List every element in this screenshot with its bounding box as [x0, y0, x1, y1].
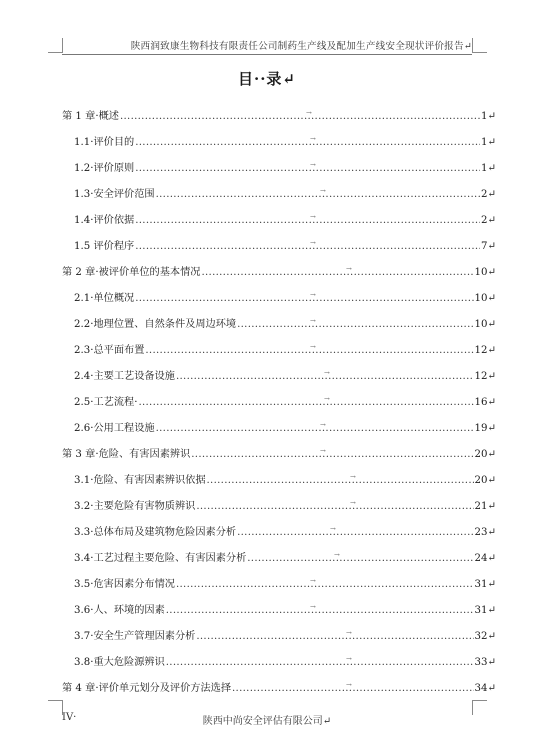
toc-entry[interactable]: [62, 312, 496, 338]
toc-entry-page-number: 31↵: [474, 605, 496, 616]
toc-entry[interactable]: [62, 442, 496, 468]
toc-entry-label: 1.4·评价依据: [74, 215, 135, 226]
toc-entry[interactable]: [62, 260, 496, 286]
dot-leader: [176, 572, 474, 598]
toc-entry[interactable]: [62, 156, 496, 182]
page-header: 陕西润致康生物科技有限责任公司制药生产线及配加生产线安全现状评价报告↵: [62, 38, 472, 55]
toc-entry-page-number: 2↵: [480, 189, 496, 200]
toc-entry-page-number: 12↵: [474, 371, 496, 382]
toc-entry-label: 2.1·单位概况: [74, 293, 135, 304]
toc-entry-page-number: 2↵: [480, 215, 496, 226]
toc-entry-page-number: 10↵: [474, 319, 496, 330]
toc-title: 目··录↵: [237, 70, 296, 88]
toc-entry-page-number: 31↵: [474, 579, 496, 590]
toc-entry-label: 第 4 章·评价单元划分及评价方法选择: [62, 683, 232, 694]
toc-entry[interactable]: [62, 286, 496, 312]
toc-entry[interactable]: [62, 338, 496, 364]
toc-entry[interactable]: [62, 546, 496, 572]
tab-mark-icon: →: [310, 239, 316, 247]
tab-mark-icon: →: [350, 499, 356, 507]
tab-mark-icon: →: [324, 369, 330, 377]
toc-entry-label: 3.2·主要危险有害物质辨识: [74, 501, 196, 512]
toc-entry-label: 1.5 评价程序: [74, 241, 135, 252]
tab-mark-icon: →: [310, 161, 316, 169]
tab-mark-icon: →: [334, 551, 340, 559]
toc-entry-label: 1.3·安全评价范围: [74, 189, 155, 200]
toc-entry[interactable]: [62, 364, 496, 390]
tab-mark-icon: →: [346, 265, 352, 273]
toc-entry[interactable]: [62, 520, 496, 546]
dot-leader: [135, 130, 480, 156]
toc-entry[interactable]: [62, 598, 496, 624]
tab-mark-icon: →: [324, 395, 330, 403]
toc-entry-page-number: 19↵: [474, 423, 496, 434]
tab-mark-icon: →: [310, 135, 316, 143]
footer-organization: 陕西中尚安全评估有限公司↵: [202, 716, 332, 727]
dot-leader: [207, 468, 474, 494]
dot-leader: [191, 442, 473, 468]
toc-entry[interactable]: [62, 130, 496, 156]
dot-leader: [138, 390, 473, 416]
toc-entry[interactable]: [62, 416, 496, 442]
toc-entry-page-number: 34↵: [474, 683, 496, 694]
toc-entry-label: 3.8·重大危险源辨识: [74, 657, 165, 668]
toc-entry-page-number: 23↵: [474, 527, 496, 538]
toc-entry-label: 2.5·工艺流程·: [74, 397, 138, 408]
toc-entry-page-number: 33↵: [474, 657, 496, 668]
dot-leader: [196, 624, 473, 650]
toc-entry-page-number: 24↵: [474, 553, 496, 564]
tab-mark-icon: →: [330, 525, 336, 533]
toc-entry-page-number: 32↵: [474, 631, 496, 642]
footer-page-number: IV·: [62, 712, 77, 723]
tab-mark-icon: →: [346, 655, 352, 663]
dot-leader: [135, 156, 480, 182]
tab-mark-icon: →: [310, 343, 316, 351]
toc-entry-page-number: 21↵: [474, 501, 496, 512]
toc-entry[interactable]: [62, 624, 496, 650]
tab-mark-icon: →: [346, 629, 352, 637]
tab-mark-icon: →: [310, 291, 316, 299]
dot-leader: [201, 260, 473, 286]
toc-entry-label: 3.7·安全生产管理因素分析: [74, 631, 196, 642]
toc-entry-label: 3.4·工艺过程主要危险、有害因素分析: [74, 553, 247, 564]
tab-mark-icon: →: [310, 213, 316, 221]
toc-entry[interactable]: [62, 676, 496, 702]
toc-entry-label: 3.5·危害因素分布情况: [74, 579, 175, 590]
toc-entry-page-number: 20↵: [474, 475, 496, 486]
toc-entry-label: 1.1·评价目的: [74, 137, 135, 148]
toc-entry-label: 2.3·总平面布置: [74, 345, 145, 356]
dot-leader: [166, 650, 474, 676]
toc-entry[interactable]: [62, 468, 496, 494]
toc-entry-page-number: 10↵: [474, 267, 496, 278]
toc-entry[interactable]: [62, 390, 496, 416]
dot-leader: [237, 520, 473, 546]
toc-entry-label: 3.6·人、环境的因素: [74, 605, 165, 616]
toc-entry-label: 2.2·地理位置、自然条件及周边环境: [74, 319, 237, 330]
tab-mark-icon: →: [310, 317, 316, 325]
toc-entry-page-number: 10↵: [474, 293, 496, 304]
toc-entry-label: 第 3 章·危险、有害因素辨识: [62, 449, 191, 460]
toc-entry-label: 第 2 章·被评价单位的基本情况: [62, 267, 201, 278]
toc-entry-label: 3.1·危险、有害因素辨识依据: [74, 475, 206, 486]
toc-entry-label: 2.6·公用工程设施: [74, 423, 155, 434]
tab-mark-icon: →: [350, 473, 356, 481]
toc-entry-label: 2.4·主要工艺设备设施: [74, 371, 175, 382]
toc-entry-page-number: 1↵: [480, 137, 496, 148]
toc-entry-page-number: 1↵: [480, 111, 496, 122]
tab-mark-icon: →: [320, 187, 326, 195]
tab-mark-icon: →: [320, 421, 326, 429]
toc-entry[interactable]: [62, 104, 496, 130]
toc-entry[interactable]: [62, 182, 496, 208]
toc-entry-label: 第 1 章·概述: [62, 111, 119, 122]
toc-entry-page-number: 12↵: [474, 345, 496, 356]
dot-leader: [156, 416, 474, 442]
dot-leader: [156, 182, 480, 208]
crop-mark-bottom-right: [472, 700, 487, 715]
dot-leader: [237, 312, 473, 338]
dot-leader: [247, 546, 473, 572]
tab-mark-icon: →: [306, 109, 312, 117]
dot-leader: [135, 286, 473, 312]
dot-leader: [135, 208, 480, 234]
crop-mark-bottom-left: [48, 700, 63, 715]
crop-mark-top-left: [48, 38, 63, 53]
dot-leader: [120, 104, 480, 130]
toc-entry-page-number: 20↵: [474, 449, 496, 460]
dot-leader: [232, 676, 473, 702]
toc-entry[interactable]: [62, 572, 496, 598]
toc-entry-label: 1.2·评价原则: [74, 163, 135, 174]
toc-entry-page-number: 1↵: [480, 163, 496, 174]
dot-leader: [135, 234, 480, 260]
tab-mark-icon: →: [310, 603, 316, 611]
toc-entry-page-number: 7↵: [480, 241, 496, 252]
tab-mark-icon: →: [320, 447, 326, 455]
tab-mark-icon: →: [310, 577, 316, 585]
toc-entry-page-number: 16↵: [474, 397, 496, 408]
toc-entry[interactable]: [62, 650, 496, 676]
table-of-contents: [62, 104, 496, 702]
toc-entry-label: 3.3·总体布局及建筑物危险因素分析: [74, 527, 237, 538]
dot-leader: [166, 598, 474, 624]
crop-mark-top-right: [472, 38, 487, 53]
toc-entry[interactable]: [62, 208, 496, 234]
tab-mark-icon: →: [346, 681, 352, 689]
toc-entry[interactable]: [62, 494, 496, 520]
toc-entry[interactable]: [62, 234, 496, 260]
